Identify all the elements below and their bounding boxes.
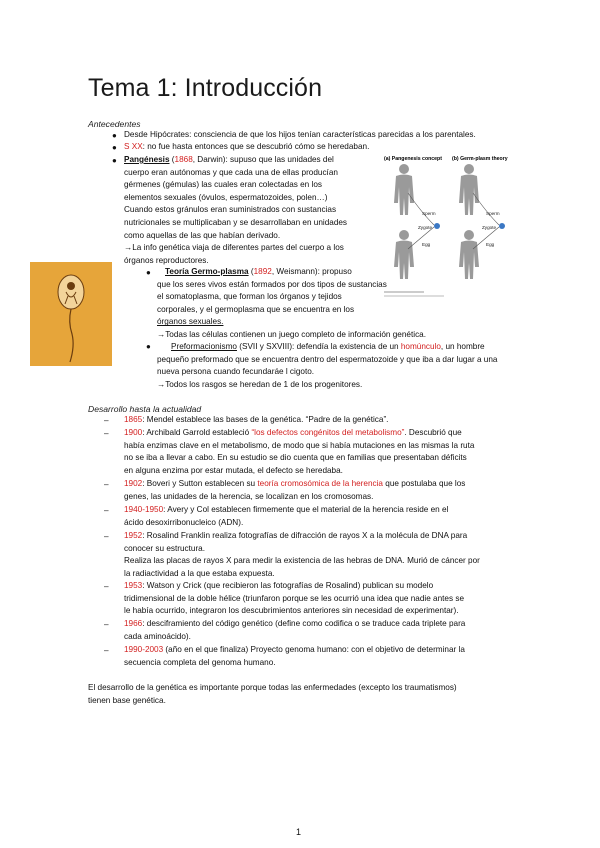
page-number: 1 (296, 827, 302, 837)
silhouette-icon (394, 164, 479, 279)
homunculus-image (30, 262, 112, 366)
label-zygote-b: Zygote (482, 225, 497, 230)
timeline-item: 1953: Watson y Crick (que recibieron las fotografías de Rosalind) publican su modelo tridimensional de la doble hélice (triunfaron porque se les ocurrió una idea que nadie antes se le había ocurrido, integraron los descubrimientos anteriores sin necesidad de experimentar). (124, 581, 464, 616)
dash-icon: – (104, 646, 109, 655)
bullet-icon: ● (112, 131, 117, 140)
figure-panel-b-label: (b) Germ-plasm theory (452, 156, 508, 162)
caption-line (384, 295, 444, 297)
timeline-item: 1940-1950: Avery y Col establecen firmemente que el material de la herencia reside en el ácido desoxirribonucleico (ADN). (124, 505, 449, 527)
list-item: S XX: no fue hasta entonces que se descubrió cómo se heredaban. (124, 142, 370, 151)
timeline-item: 1990-2003 (año en el que finaliza) Proyecto genoma humano: con el objetivo de determinar la secuencia completa del genoma humano. (124, 645, 465, 667)
bullet-icon: ● (112, 156, 117, 165)
dash-icon: – (104, 429, 109, 438)
section-heading-desarrollo: Desarrollo hasta la actualidad (88, 404, 202, 414)
label-egg-b: Egg (486, 242, 495, 247)
bullet-icon: ● (146, 342, 151, 351)
dash-icon: – (104, 416, 109, 425)
list-item: Desde Hipócrates: consciencia de que los hijos tenían características parecidas a los parentales. (124, 130, 476, 139)
label-sperm-b: Sperm (486, 211, 500, 216)
bullet-icon: ● (146, 268, 151, 277)
page-title: Tema 1: Introducción (88, 74, 323, 102)
dash-icon: – (104, 582, 109, 591)
dash-icon: – (104, 620, 109, 629)
dash-icon: – (104, 480, 109, 489)
label-egg-a: Egg (422, 242, 431, 247)
label-zygote-a: Zygote (418, 225, 433, 230)
figure-arrows (408, 193, 499, 249)
figure-panel-a-label: (a) Pangenesis concept (384, 156, 442, 162)
list-item-preformacionismo: Preformacionismo (SVII y SXVIII): defendía la existencia de un homúnculo, un hombre pequeño preformado que se encuentra dentro del espermatozoide y que iba a dar lugar a una nueva persona cuando fecundaráe l cigoto. →Todos los rasgos se heredan de 1 de los progenitores. (157, 342, 498, 389)
conclusion-paragraph: El desarrollo de la genética es importante porque todas las enfermedades (excepto los traumatismos) tienen base genética. (88, 683, 457, 705)
timeline-item: 1966: desciframiento del código genético (define como codifica o se traduce cada triplete para cada aminoácido). (124, 619, 466, 641)
bullet-icon: ● (112, 143, 117, 152)
timeline-item: 1900: Archibald Garrold estableció “los defectos congénitos del metabolismo”. Descubrió que había enzimas clave en el metabolismo, de modo que si había mutaciones en las mismas la ruta no se iba a llevar a cabo. En su estudio se dio cuenta que en familias que presentaban déficits en alguna enzima por estar mutada, el defecto se heredaba. (124, 428, 475, 475)
section-heading-antecedentes: Antecedentes (88, 119, 141, 129)
list-item-pangenesis: Pangénesis (1868, Darwin): supuso que las unidades del cuerpo eran autónomas y que cada una de ellas producían gérmenes (gémulas) las cuales eran colectadas en los elementos sexuales (óvulos, espermatozoides, polen…) Cuando estos gránulos eran suministrados con sustancias nutricionales se multiplicaban y se desarrollaban en unidades como aquellas de las que habían derivado. →La info genética viaja de diferentes partes del cuerpo a los órganos reproductores. (124, 155, 348, 265)
list-item-germoplasma: Teoría Germo-plasma (1892, Weismann): propuso que los seres vivos están formados por dos tipos de sustancias el somatoplasma, que forman los órganos y tejidos corporales, y el germoplasma que se encuentra en los órganos sexuales. (157, 267, 387, 327)
caption-line (384, 291, 424, 293)
germoplasma-conclusion: →Todas las células contienen un juego completo de información genética. (157, 330, 426, 339)
pangenesis-germplasm-figure (382, 153, 514, 303)
timeline-item: 1865: Mendel establece las bases de la genética. “Padre de la genética”. (124, 415, 389, 424)
timeline-item: 1952: Rosalind Franklin realiza fotografías de difracción de rayos X a la molécula de DNA para conocer su estructura. Realiza las placas de rayos X para medir la existencia de las hebras de DNA. Murió de cáncer por la radiactividad a la que estaba expuesta. (124, 531, 480, 578)
timeline-item: 1902: Boveri y Sutton establecen su teoría cromosómica de la herencia que postulaba que los genes, las unidades de la herencia, se localizan en los cromosomas. (124, 479, 466, 501)
label-sperm-a: Sperm (422, 211, 436, 216)
dash-icon: – (104, 506, 109, 515)
dash-icon: – (104, 532, 109, 541)
